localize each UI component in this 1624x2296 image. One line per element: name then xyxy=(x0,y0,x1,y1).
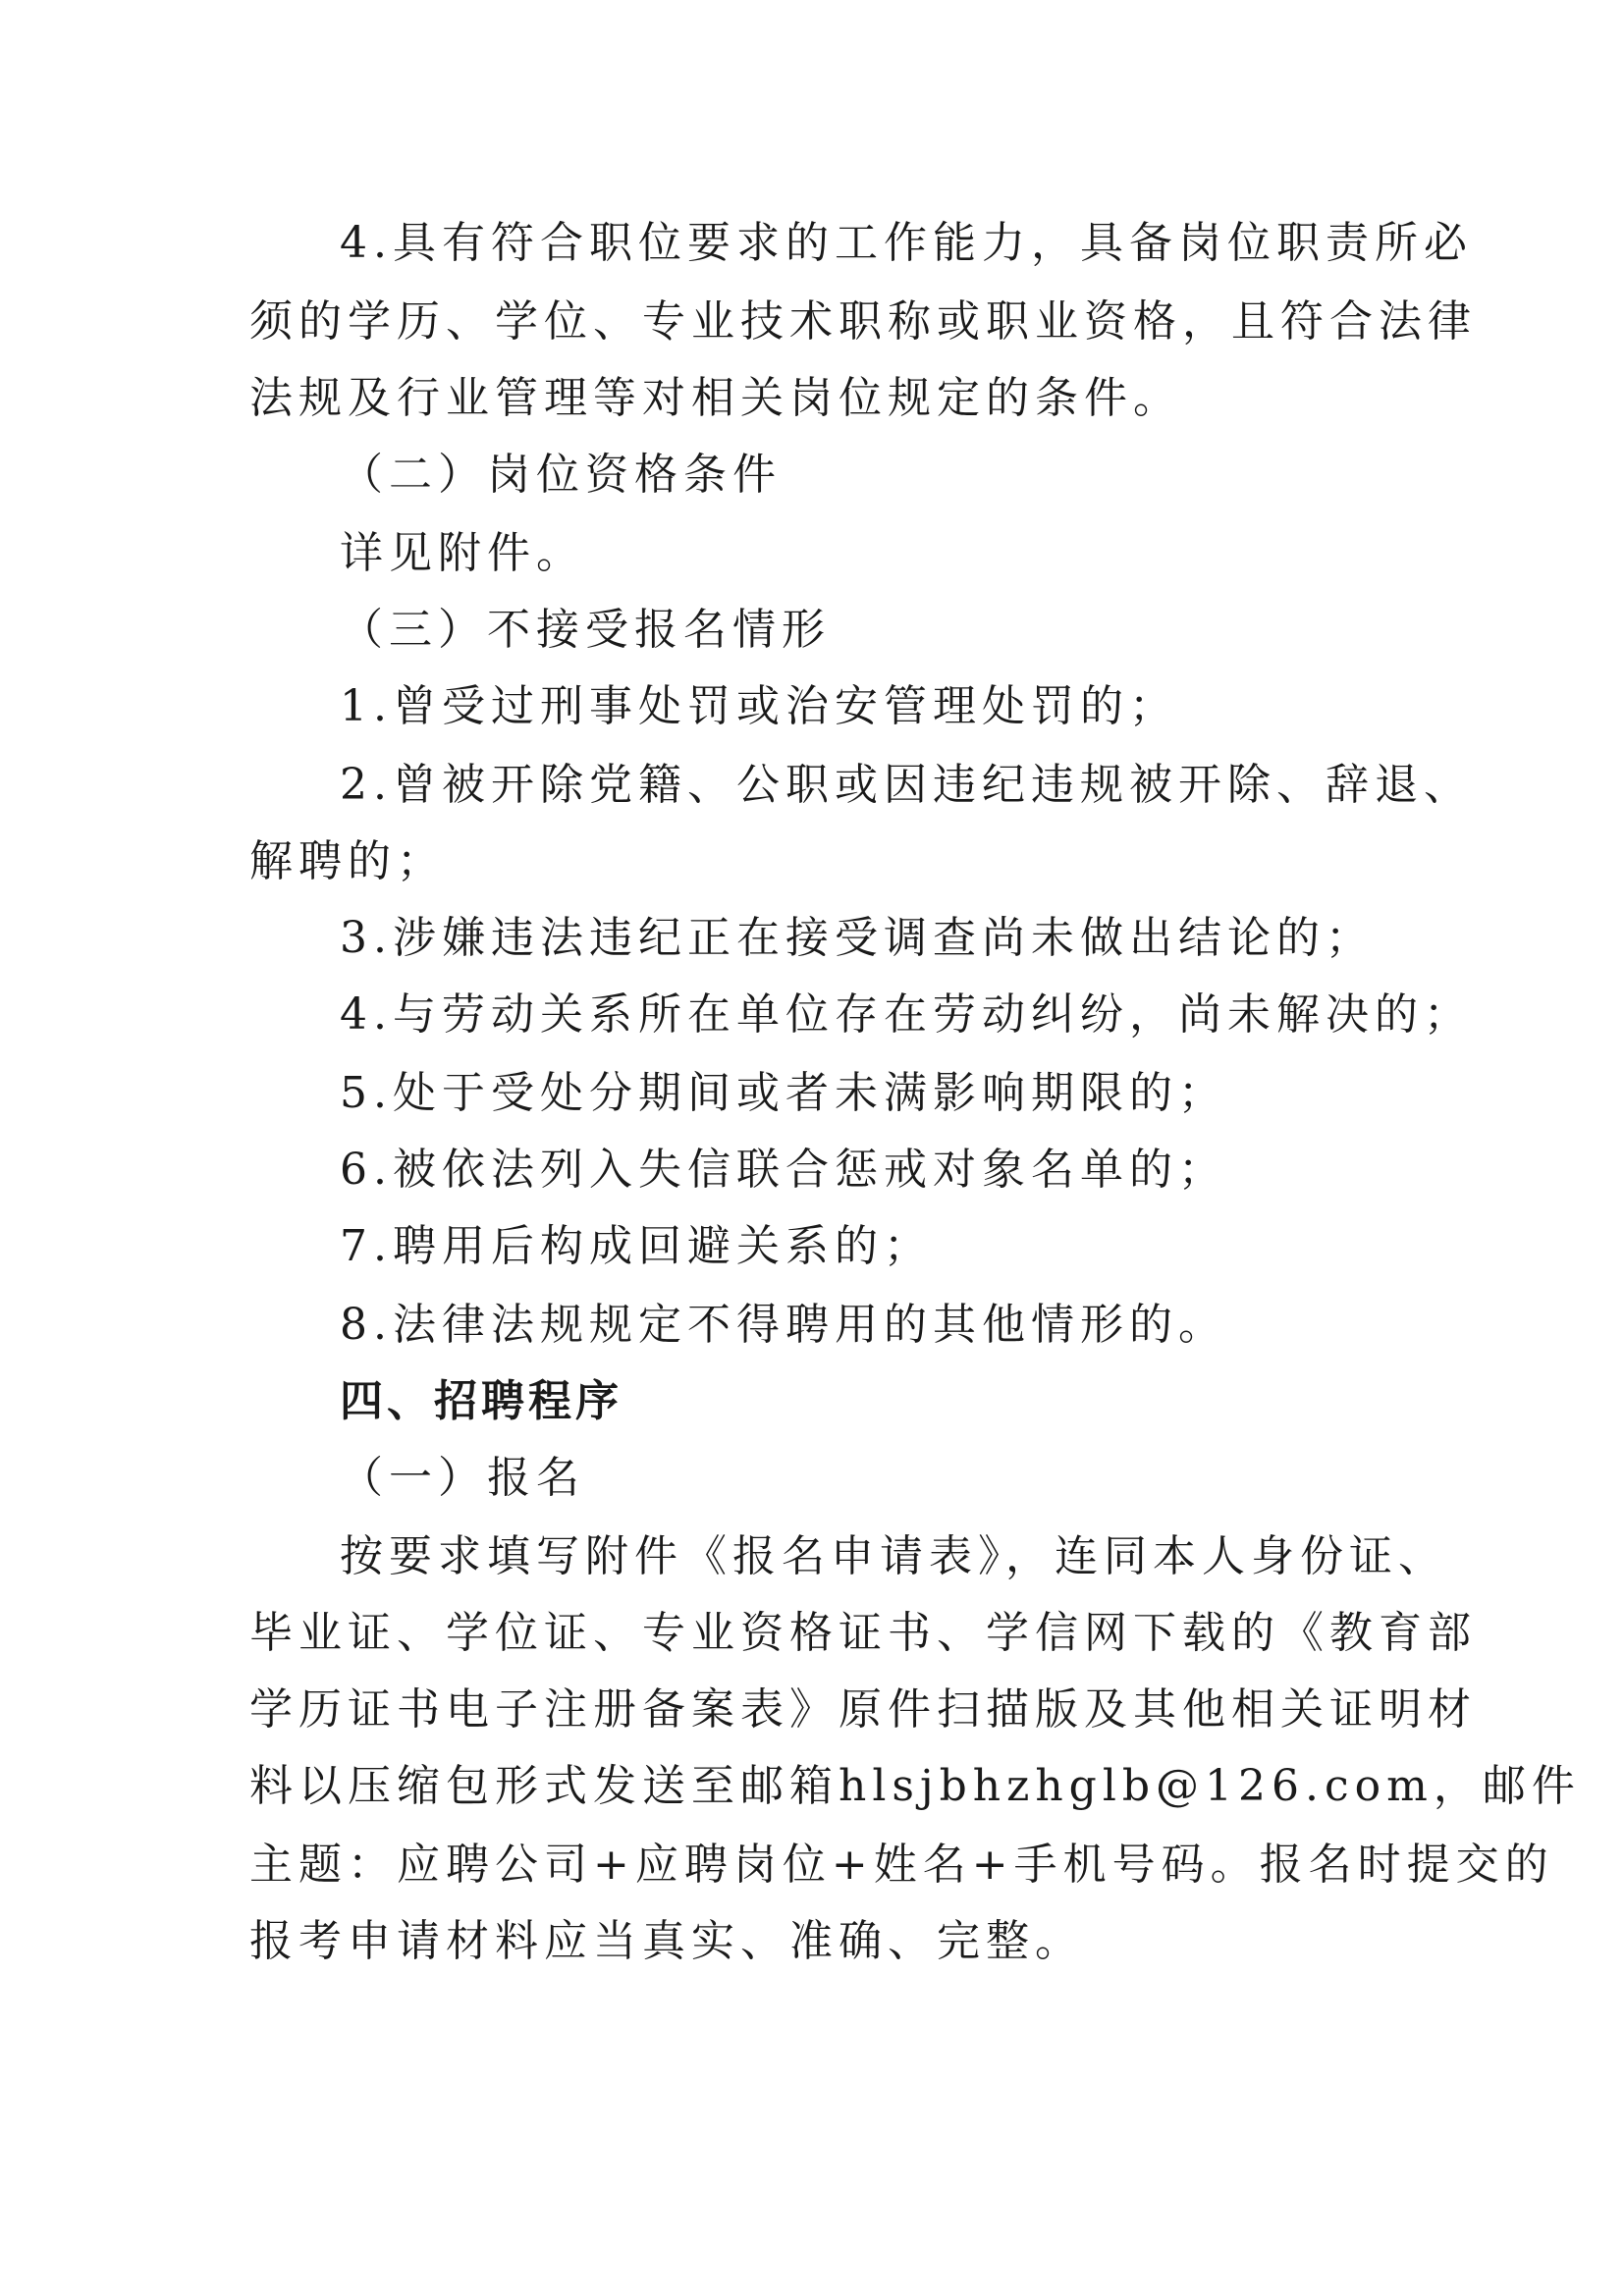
registration-line-4-email: 料以压缩包形式发送至邮箱hlsjbhzhglb@126.com，邮件 xyxy=(249,1761,1581,1811)
list-item-1: 1.曾受过刑事处罚或治安管理处罚的； xyxy=(340,681,1178,731)
subheading-excluded-cases: （三）不接受报名情形 xyxy=(340,605,831,655)
list-item-6: 6.被依法列入失信联合惩戒对象名单的； xyxy=(340,1145,1227,1195)
list-item-5: 5.处于受处分期间或者未满影响期限的； xyxy=(340,1068,1227,1118)
registration-line-3: 学历证书电子注册备案表》原件扫描版及其他相关证明材 xyxy=(249,1684,1477,1735)
list-item-7: 7.聘用后构成回避关系的； xyxy=(340,1221,933,1271)
paragraph-line-1: 4.具有符合职位要求的工作能力，具备岗位职责所必 xyxy=(340,218,1473,268)
registration-line-5: 主题：应聘公司+应聘岗位+姓名+手机号码。报名时提交的 xyxy=(249,1840,1554,1890)
paragraph-line-3: 法规及行业管理等对相关岗位规定的条件。 xyxy=(249,373,1182,423)
subheading-registration: （一）报名 xyxy=(340,1453,585,1503)
subheading-position-qualifications: （二）岗位资格条件 xyxy=(340,450,782,500)
list-item-2: 2.曾被开除党籍、公职或因违纪违规被开除、辞退、 xyxy=(340,760,1473,810)
registration-line-2: 毕业证、学位证、专业资格证书、学信网下载的《教育部 xyxy=(249,1608,1477,1658)
registration-line-1: 按要求填写附件《报名申请表》，连同本人身份证、 xyxy=(340,1531,1447,1581)
registration-line-6: 报考申请材料应当真实、准确、完整。 xyxy=(249,1916,1084,1966)
section-heading-recruitment-procedure: 四、招聘程序 xyxy=(340,1376,623,1426)
list-item-8: 8.法律法规规定不得聘用的其他情形的。 xyxy=(340,1300,1227,1350)
list-item-3: 3.涉嫌违法违纪正在接受调查尚未做出结论的； xyxy=(340,913,1375,963)
paragraph-see-attachment: 详见附件。 xyxy=(340,528,585,578)
paragraph-line-2: 须的学历、学位、专业技术职称或职业资格，且符合法律 xyxy=(249,296,1477,347)
list-item-4: 4.与劳动关系所在单位存在劳动纠纷，尚未解决的； xyxy=(340,989,1473,1040)
list-item-2-continued: 解聘的； xyxy=(249,836,446,886)
